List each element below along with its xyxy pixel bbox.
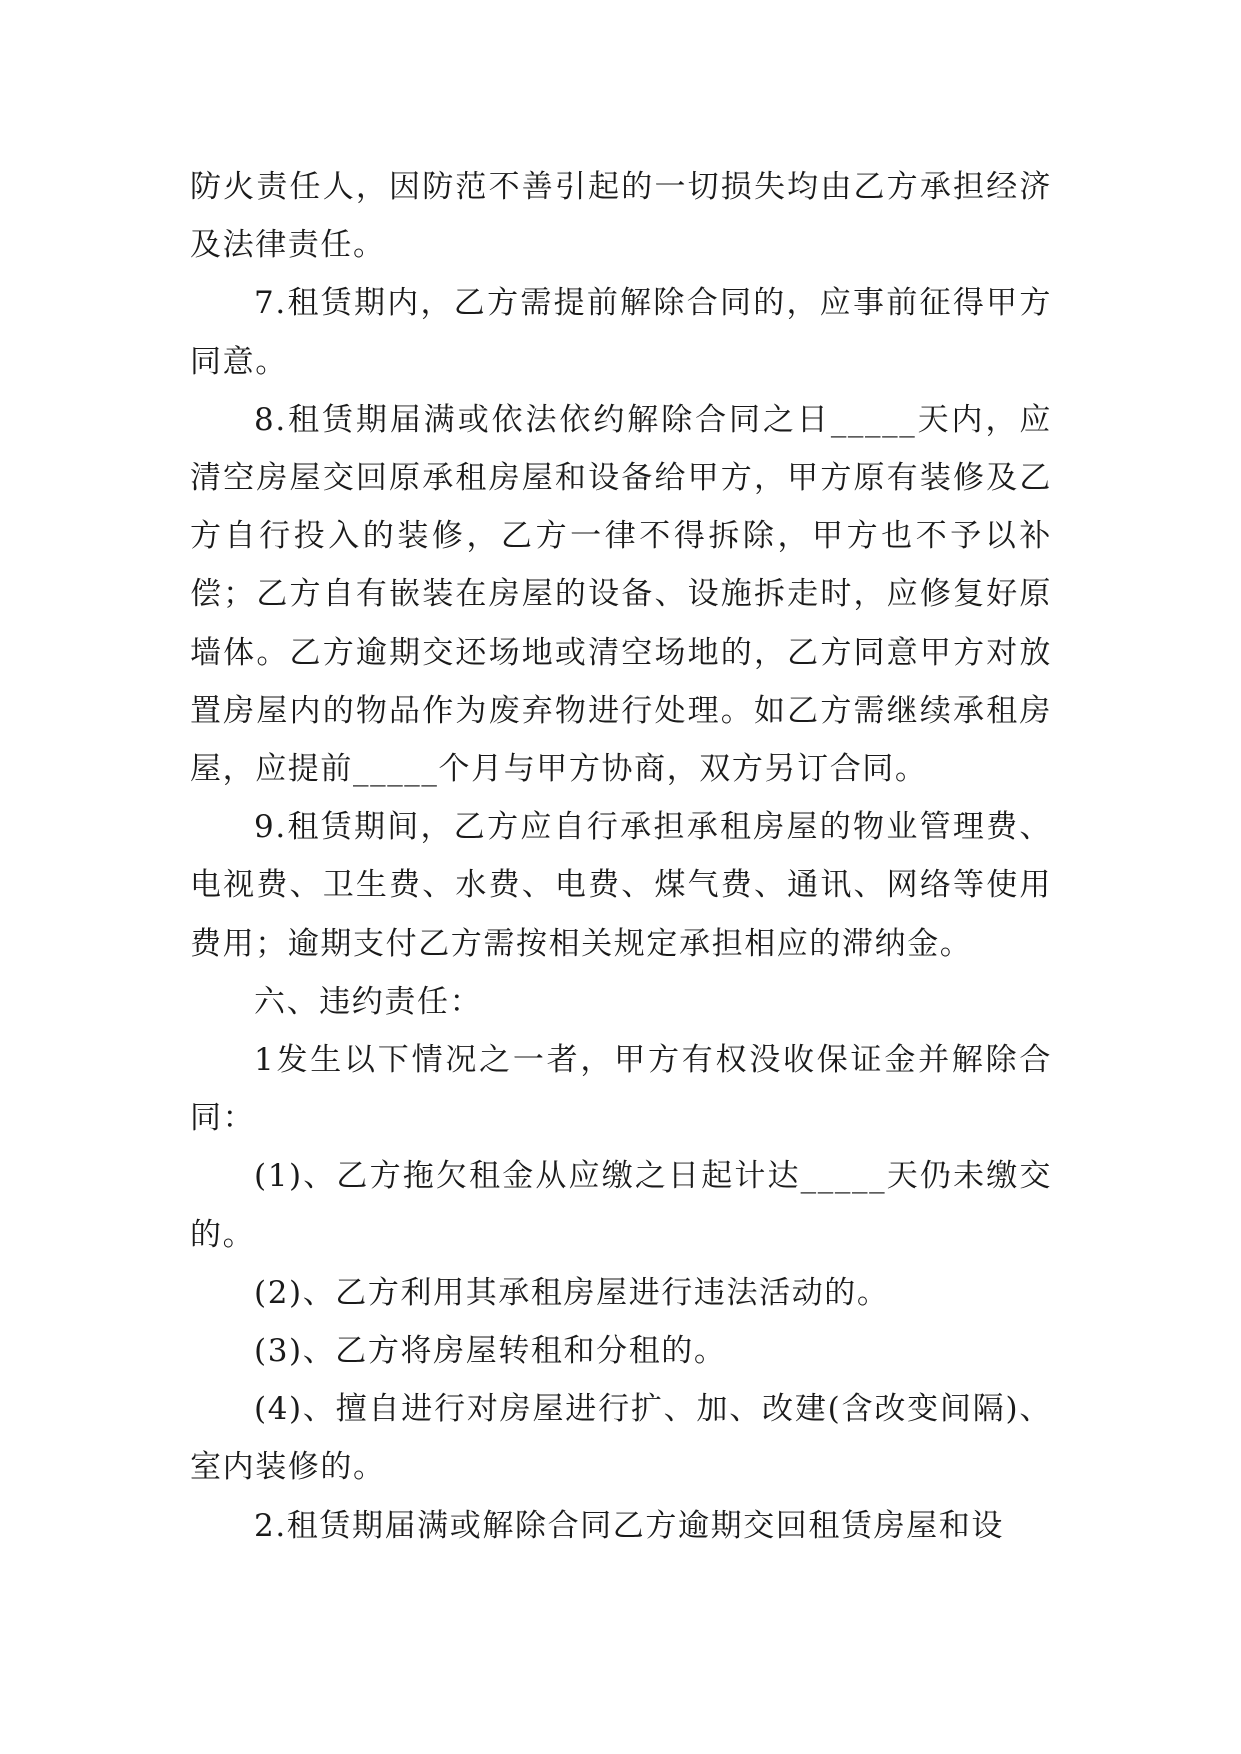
paragraph-breach-1-item-3: (3)、乙方将房屋转租和分租的。: [254, 1333, 727, 1370]
paragraph-breach-1: 1发生以下情况之一者，甲方有权没收保证金并解除合同：: [190, 1042, 1052, 1137]
paragraph-breach-1-item-4: (4)、擅自进行对房屋进行扩、加、改建(含改变间隔)、室内装修的。: [190, 1391, 1052, 1486]
paragraph-clause-8: 8.租赁期届满或依法依约解除合同之日_____天内，应清空房屋交回原承租房屋和设备给甲方，甲方原有装修及乙方自行投入的装修，乙方一律不得拆除，甲方也不予以补偿；乙方自有嵌装在房屋的设备、设施拆走时，应修复好原墙体。乙方逾期交还场地或清空场地的，乙方同意甲方对放置房屋内的物品作为废弃物进行处理。如乙方需继续承租房屋，应提前_____个月与甲方协商，双方另订合同。: [190, 401, 1052, 788]
document-body: [190, 158, 1052, 1555]
paragraph-clause-7: 7.租赁期内，乙方需提前解除合同的，应事前征得甲方同意。: [190, 285, 1052, 380]
section-heading-breach-liability: 六、违约责任：: [254, 983, 483, 1020]
paragraph-breach-1-item-2: (2)、乙方利用其承租房屋进行违法活动的。: [254, 1274, 890, 1311]
paragraph-fire-responsibility: 防火责任人，因防范不善引起的一切损失均由乙方承担经济及法律责任。: [190, 169, 1052, 264]
paragraph-breach-1-item-1: (1)、乙方拖欠租金从应缴之日起计达_____天仍未缴交的。: [190, 1158, 1052, 1253]
paragraph-clause-9: 9.租赁期间，乙方应自行承担承租房屋的物业管理费、电视费、卫生费、水费、电费、煤气费、通讯、网络等使用费用；逾期支付乙方需按相关规定承担相应的滞纳金。: [190, 809, 1052, 962]
paragraph-breach-2: 2.租赁期届满或解除合同乙方逾期交回租赁房屋和设: [254, 1507, 1004, 1544]
